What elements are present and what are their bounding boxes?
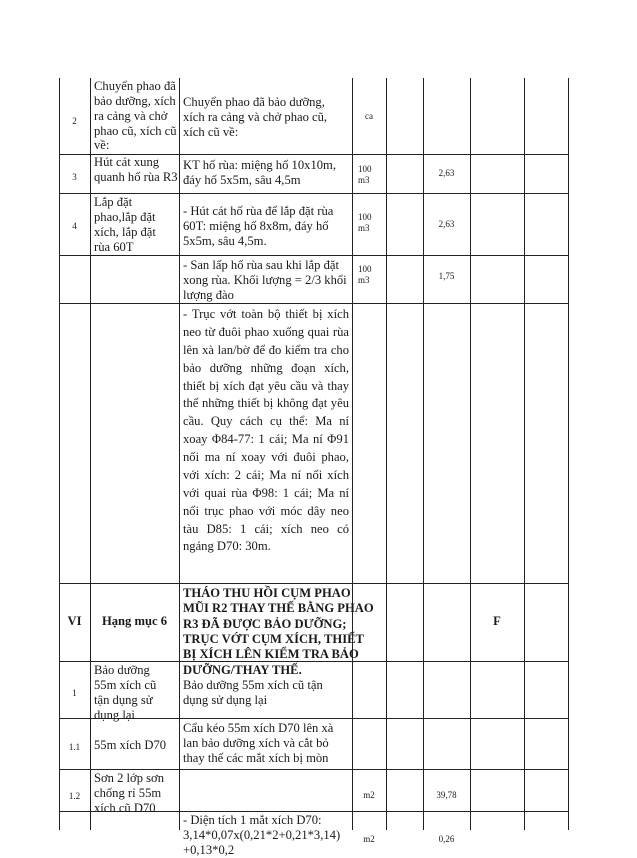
unit: m2 xyxy=(363,834,375,844)
table-grid-line xyxy=(59,583,569,584)
section-name: Hạng mục 6 xyxy=(101,614,168,628)
cost-estimate-table xyxy=(59,78,569,857)
row-number: 3 xyxy=(72,172,77,182)
item-name: Bảo dưỡng 55m xích cũ tận dụng sử dụng lại xyxy=(94,663,157,722)
item-name: Chuyển phao đã bảo dưỡng, xích ra cảng và chở phao cũ, xích cũ về: xyxy=(94,79,177,153)
unit: 100 m3 xyxy=(358,264,372,285)
item-name: Hút cát xung quanh hố rùa R3 xyxy=(94,155,178,184)
unit: 100 m3 xyxy=(358,164,372,185)
row-number: 1.2 xyxy=(68,791,81,801)
work-description: KT hố rùa: miệng hố 10x10m, đáy hố 5x5m, sâu 4,5m xyxy=(183,158,336,187)
work-description: Bảo dưỡng 55m xích cũ tận dụng sử dụng lại xyxy=(183,678,323,707)
work-description: - Diện tích 1 mắt xích D70: 3,14*0,07x(0,21*2+0,21*3,14) +0,13*0,2 xyxy=(183,813,341,857)
work-description: - Hút cát hố rùa để lắp đặt rùa 60T: miệng hố 8x8m, đáy hố 5x5m, sâu 4,5m. xyxy=(183,204,334,248)
unit: ca xyxy=(365,111,373,121)
work-description: Chuyển phao đã bảo dưỡng, xích ra cảng và chở phao cũ, xích cũ về: xyxy=(183,95,328,139)
section-number: VI xyxy=(67,614,82,628)
work-description: Cẩu kéo 55m xích D70 lên xà lan bảo dưỡng xích và cắt bỏ thay thế các mắt xích bị mòn xyxy=(183,721,334,765)
table-grid-line xyxy=(59,255,569,256)
unit: m2 xyxy=(363,790,375,800)
item-name: Lắp đặt phao,lắp đặt xích, lắp đặt rùa 60T xyxy=(94,195,156,254)
quantity: 0,26 xyxy=(438,834,455,844)
table-grid-line xyxy=(59,303,569,304)
work-description: - San lấp hố rùa sau khi lắp đặt xong rùa. Khối lượng = 2/3 khối lượng đào xyxy=(183,258,347,302)
row-number: 4 xyxy=(72,221,77,231)
work-description: - Trục vớt toàn bộ thiết bị xích neo từ đuôi phao xuống quai rùa lên xà lan/bờ để đo kiểm tra cho bảo dưỡng những đoạn xích, thiết bị xích đạt yêu cầu và thay thế những thiết bị không đạt yêu cầu. Quy cách cụ thể: Ma ní xoay Φ84-77: 1 cái; Ma ní Φ91 nối ma ní xoay với đuôi phao, với xích: 2 cái; Ma ní nối xích với quai rùa Φ98: 1 cái; Ma ní nối trục phao với móc dây neo tàu D85: 1 cái; xích neo có ngáng D70: 30m. xyxy=(183,307,349,554)
quantity: 1,75 xyxy=(438,271,455,281)
note: F xyxy=(493,614,501,628)
item-name: 55m xích D70 xyxy=(94,738,167,752)
row-number: 1.1 xyxy=(68,742,81,752)
row-number: 2 xyxy=(72,116,77,126)
row-number: 1 xyxy=(72,688,77,698)
table-grid-line xyxy=(59,193,569,194)
unit: 100 m3 xyxy=(358,212,372,233)
item-name: Sơn 2 lớp sơn chống rỉ 55m xích cũ D70 xyxy=(94,771,165,815)
quantity: 2,63 xyxy=(438,219,455,229)
quantity: 2,63 xyxy=(438,168,455,178)
section-title: THÁO THU HỒI CỤM PHAO MŨI R2 THAY THẾ BẰNG PHAO R3 ĐÃ ĐƯỢC BẢO DƯỠNG; TRỤC VỚT CỤM XÍCH, THIẾT BỊ XÍCH LÊN KIỂM TRA BẢO DƯỠNG/THAY THẾ. xyxy=(183,586,374,677)
quantity: 39,78 xyxy=(436,790,457,800)
table-grid-line xyxy=(59,769,569,770)
